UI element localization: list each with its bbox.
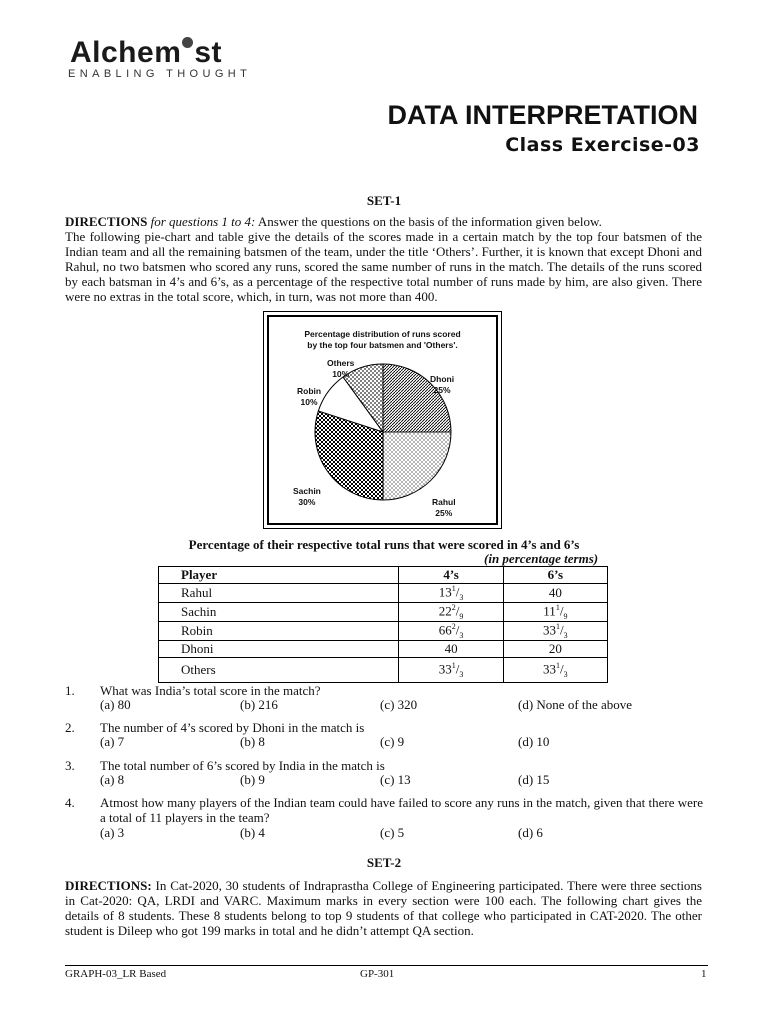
pie-label-sachin — [293, 486, 321, 508]
logo — [70, 36, 222, 70]
table-row — [159, 584, 608, 603]
fours-cell: $13^1/_3$ — [399, 584, 503, 603]
pie-label-dhoni — [430, 374, 454, 396]
question-4 — [65, 795, 705, 840]
question-number: 1. — [65, 683, 75, 698]
pie-label-sachin-name: Sachin — [293, 486, 321, 496]
player-cell: Sachin — [159, 602, 399, 621]
sixes-cell: 40 — [503, 584, 607, 603]
pie-slice-rahul — [383, 432, 451, 500]
runs-table — [158, 566, 608, 683]
table-row — [159, 640, 608, 657]
option-c[interactable]: (c) 320 — [380, 697, 418, 712]
pie-label-sachin-value: 30% — [298, 497, 316, 507]
header-player: Player — [159, 567, 399, 584]
sixes-cell: $11^1/_9$ — [503, 602, 607, 621]
set2-heading: SET-2 — [366, 855, 402, 870]
footer-divider — [65, 965, 708, 966]
option-b[interactable]: (b) 216 — [240, 697, 278, 712]
pie-label-robin-name: Robin — [297, 386, 322, 396]
sixes-cell: $33^1/_3$ — [503, 621, 607, 640]
chart-title-line1: Percentage distribution of runs scored — [304, 329, 461, 339]
footer-page-number: 1 — [701, 968, 707, 980]
sixes-cell: $33^1/_3$ — [503, 657, 607, 682]
table-row — [159, 621, 608, 640]
chart-title-line2: by the top four batsmen and 'Others'. — [307, 340, 458, 350]
table-row — [159, 657, 608, 682]
pie-label-rahul-value: 25% — [435, 508, 453, 518]
pie-label-rahul-name: Rahul — [432, 497, 456, 507]
question-text: The total number of 6’s scored by India in the match is — [100, 758, 385, 773]
logo-text-b: st — [194, 36, 223, 69]
option-c[interactable]: (c) 13 — [380, 772, 411, 787]
pie-label-dhoni-name: Dhoni — [430, 374, 455, 384]
option-a[interactable]: (a) 80 — [100, 697, 131, 712]
option-a[interactable]: (a) 7 — [100, 734, 125, 749]
logo-dot-icon — [182, 37, 193, 48]
footer-left: GRAPH-03_LR Based — [65, 968, 167, 980]
set2-directions-label: DIRECTIONS: — [65, 878, 152, 893]
option-d[interactable]: (d) None of the above — [518, 697, 633, 712]
question-text: Atmost how many players of the Indian team could have failed to score any runs in the match, given that there were a total of 11 players in the team? — [100, 795, 703, 825]
question-number: 2. — [65, 720, 75, 735]
directions-text: Answer the questions on the basis of the information given below. — [255, 214, 602, 229]
pie-label-rahul — [432, 497, 456, 519]
fours-cell: 40 — [399, 640, 503, 657]
logo-text-a: Alchem — [70, 36, 182, 69]
table-caption: Percentage of their respective total runs that were scored in 4’s and 6’s — [188, 537, 580, 552]
fours-cell: $66^2/_3$ — [399, 621, 503, 640]
page-title: DATA INTERPRETATION — [387, 100, 698, 130]
question-number: 4. — [65, 795, 75, 810]
option-b[interactable]: (b) 8 — [240, 734, 265, 749]
option-d[interactable]: (d) 10 — [518, 734, 550, 749]
pie-chart-frame — [263, 311, 502, 529]
table-unit: (in percentage terms) — [484, 551, 599, 566]
logo-tagline: ENABLING THOUGHT — [68, 68, 252, 80]
option-c[interactable]: (c) 9 — [380, 734, 405, 749]
pie-label-others-name: Others — [327, 358, 355, 368]
set2-body: In Cat-2020, 30 students of Indraprastha College of Engineering participated. There were three sections in Cat-2020: QA, LRDI and VARC. Maximum marks in every section were 100 each. The following chart gives the details of 8 students. These 8 students belong to top 9 students of that college who participated in CAT-2020. The other student is Dileep who got 199 marks in total and he didn’t attempt QA section. — [65, 878, 702, 938]
table-row — [159, 602, 608, 621]
pie-label-others-value: 10% — [332, 369, 350, 379]
set1-body: The following pie-chart and table give the details of the scores made in a certain match by the top four batsmen of the Indian team and all the remaining batsmen of the team, under the title ‘Others’. Further, it is known that except Dhoni and Rahul, no two batsmen who scored any runs, scored the same number of runs in the match. The details of the runs scored by each batsman in 4’s and 6’s, as a percentage of the respective total number of runs made by him, are also given. There were no extras in the total score, which, in turn, was not more than 400. — [65, 229, 702, 304]
option-d[interactable]: (d) 6 — [518, 825, 543, 840]
footer-center: GP-301 — [360, 968, 395, 980]
header-sixes: 6’s — [503, 567, 607, 584]
question-2 — [65, 720, 705, 750]
player-cell: Rahul — [159, 584, 399, 603]
set1-heading: SET-1 — [366, 193, 402, 208]
set2-directions — [65, 878, 702, 938]
table-header-row — [159, 567, 608, 584]
option-a[interactable]: (a) 3 — [100, 825, 125, 840]
option-d[interactable]: (d) 15 — [518, 772, 550, 787]
page-subtitle: Class Exercise-03 — [505, 134, 700, 156]
pie-chart-inner — [267, 315, 498, 525]
fours-cell: $33^1/_3$ — [399, 657, 503, 682]
option-a[interactable]: (a) 8 — [100, 772, 125, 787]
option-b[interactable]: (b) 4 — [240, 825, 265, 840]
question-1 — [65, 683, 705, 713]
pie-label-robin-value: 10% — [300, 397, 318, 407]
question-text: What was India’s total score in the match? — [100, 683, 321, 698]
sixes-cell: 20 — [503, 640, 607, 657]
fours-cell: $22^2/_9$ — [399, 602, 503, 621]
directions-scope: for questions 1 to 4: — [150, 214, 256, 229]
pie-label-robin — [297, 386, 321, 408]
question-3 — [65, 758, 705, 788]
pie-label-dhoni-value: 25% — [433, 385, 451, 395]
player-cell: Robin — [159, 621, 399, 640]
player-cell: Others — [159, 657, 399, 682]
pie-label-others — [327, 358, 354, 380]
question-number: 3. — [65, 758, 75, 773]
option-b[interactable]: (b) 9 — [240, 772, 265, 787]
player-cell: Dhoni — [159, 640, 399, 657]
question-text: The number of 4’s scored by Dhoni in the match is — [100, 720, 365, 735]
option-c[interactable]: (c) 5 — [380, 825, 405, 840]
set1-directions — [65, 214, 702, 304]
directions-label: DIRECTIONS — [65, 214, 148, 229]
header-fours: 4’s — [399, 567, 503, 584]
